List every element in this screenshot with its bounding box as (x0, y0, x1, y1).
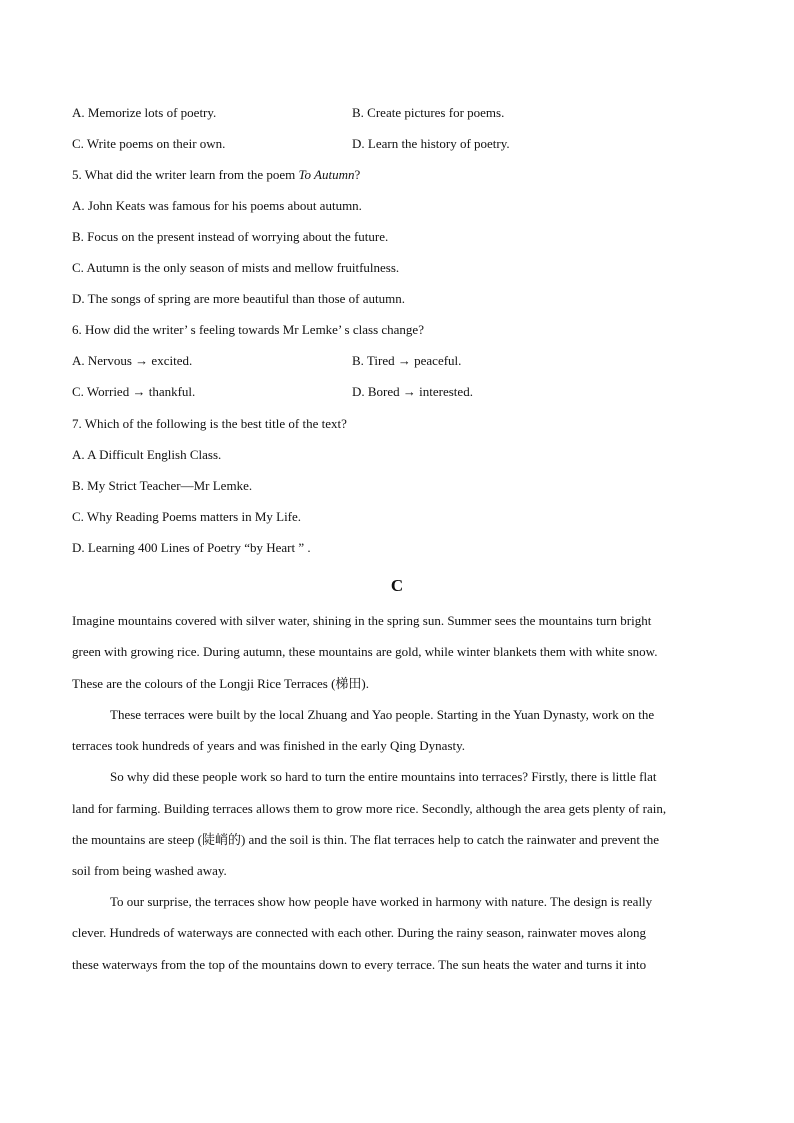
q7-option-b: B. My Strict Teacher—Mr Lemke. (72, 478, 253, 493)
passage-line: green with growing rice. During autumn, these mountains are gold, while winter blankets them with white snow. (72, 644, 658, 659)
q5-option-b: B. Focus on the present instead of worrying about the future. (72, 229, 389, 244)
q4-option-a: A. Memorize lots of poetry. (72, 105, 217, 120)
q5-option-d: D. The songs of spring are more beautiful than those of autumn. (72, 291, 405, 306)
q5-option-c: C. Autumn is the only season of mists and mellow fruitfulness. (72, 260, 400, 275)
q5-question-before: 5. What did the writer learn from the poem (72, 167, 299, 182)
q7-option-a: A. A Difficult English Class. (72, 447, 222, 462)
passage-line: terraces took hundreds of years and was finished in the early Qing Dynasty. (72, 738, 466, 753)
q5-option-a: A. John Keats was famous for his poems about autumn. (72, 198, 362, 213)
q6-option-a: A. Nervous → excited. (72, 353, 193, 368)
passage-line: Imagine mountains covered with silver water, shining in the spring sun. Summer sees the mountains turn bright (72, 613, 652, 628)
q7-option-c: C. Why Reading Poems matters in My Life. (72, 509, 302, 524)
passage-line: These terraces were built by the local Zhuang and Yao people. Starting in the Yuan Dynasty, work on the (110, 707, 655, 722)
q5-poem-title: To Autumn (298, 167, 355, 182)
passage-line: soil from being washed away. (72, 863, 227, 878)
section-heading: C (390, 576, 404, 595)
q4-option-d: D. Learn the history of poetry. (352, 136, 510, 151)
q6-question: 6. How did the writer’ s feeling towards Mr Lemke’ s class change? (72, 322, 424, 337)
q7-option-d: D. Learning 400 Lines of Poetry “by Heart ” . (72, 540, 311, 555)
passage-line: To our surprise, the terraces show how people have worked in harmony with nature. The design is really (110, 894, 653, 909)
q6-option-c: C. Worried → thankful. (72, 384, 196, 399)
passage-line: land for farming. Building terraces allows them to grow more rice. Secondly, although the area gets plenty of rain, (72, 801, 667, 816)
q5-question (72, 167, 360, 183)
passage-line: These are the colours of the Longji Rice Terraces (梯田). (72, 676, 370, 691)
q5-question-after: ? (354, 167, 361, 182)
passage-line: So why did these people work so hard to turn the entire mountains into terraces? Firstly, there is little flat (110, 769, 657, 784)
q6-option-d: D. Bored → interested. (352, 384, 473, 399)
q4-option-b: B. Create pictures for poems. (352, 105, 505, 120)
passage-line: these waterways from the top of the mountains down to every terrace. The sun heats the water and turns it into (72, 957, 647, 972)
q6-option-b: B. Tired → peaceful. (352, 353, 462, 368)
q7-question: 7. Which of the following is the best title of the text? (72, 416, 347, 431)
passage-line: clever. Hundreds of waterways are connected with each other. During the rainy season, rainwater moves along (72, 925, 646, 940)
q4-option-c: C. Write poems on their own. (72, 136, 226, 151)
passage-line: the mountains are steep (陡峭的) and the soil is thin. The flat terraces help to catch the rainwater and prevent the (72, 832, 660, 847)
